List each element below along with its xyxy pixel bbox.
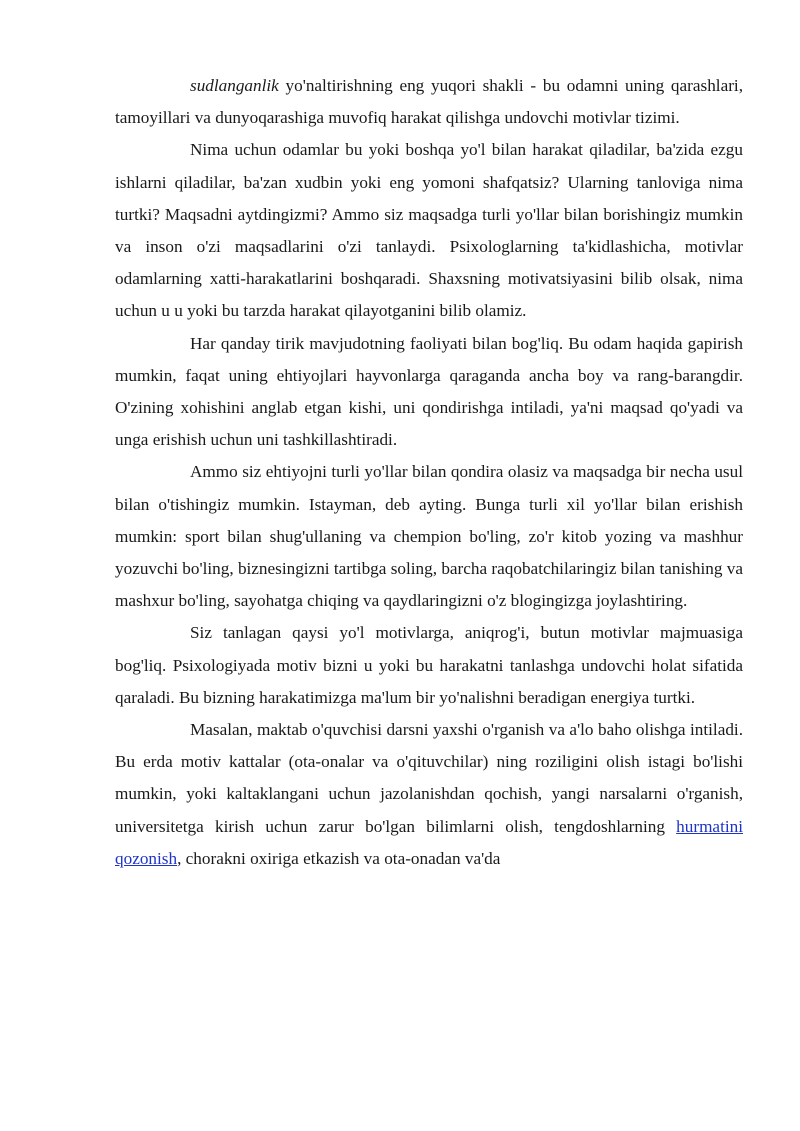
paragraph-4: Ammo siz ehtiyojni turli yo'llar bilan qondira olasiz va maqsadga bir necha usul bilan o'tishingiz mumkin. Istayman, deb ayting. Bunga turli xil yo'llar bilan erishish mumkin: sport bilan shug'ullaning va chempion bo'ling, zo'r kitob yozing va mashhur yozuvchi bo'ling, biznesingizni tartibga soling, barcha raqobatchilaringiz bilan tanishing va mashxur bo'ling, sayohatga chiqing va qaydlaringizni o'z blogingizga joylashtiring. [115,462,743,611]
paragraph-1 [115,70,743,134]
paragraph-3: Har qanday tirik mavjudotning faoliyati bilan bog'liq. Bu odam haqida gapirish mumkin, faqat uning ehtiyojlari hayvonlarga qaraganda ancha boy va rang-barangdir. O'zining xohishini anglab etgan kishi, uni qondirishga intiladi, ya'ni maqsad qo'yadi va unga erishish uchun uni tashkillashtiradi. [115,333,743,450]
paragraph-5: Siz tanlagan qaysi yo'l motivlarga, aniqrog'i, butun motivlar majmuasiga bog'liq. Psixologiyada motiv bizni u yoki bu harakatni tanlashga undovchi holat sifatida qaraladi. Bu bizning harakatimizga ma'lum bir yo'nalishni beradigan energiya turtki. [115,623,743,707]
hurmatini-qozonish-link[interactable]: hurmatini qozonish [115,816,743,868]
document-page [115,70,743,875]
paragraph-2: Nima uchun odamlar bu yoki boshqa yo'l bilan harakat qiladilar, ba'zida ezgu ishlarni qiladilar, ba'zan xudbin yoki eng yomoni shafqatsiz? Ularning tanloviga nima turtki? Maqsadni aytdingizmi? Ammo siz maqsadga turli yo'llar bilan borishingiz mumkin va inson o'zi maqsadlarini o'zi tanlaydi. Psixologlarning ta'kidlashicha, motivlar odamlarning xatti-harakatlarini boshqaradi. Shaxsning motivatsiyasini bilib olsak, nima uchun u u yoki bu tarzda harakat qilayotganini bilib olamiz. [115,140,743,321]
paragraph-6-text-before: Masalan, maktab o'quvchisi darsni yaxshi o'rganish va a'lo baho olishga intiladi. Bu erda motiv kattalar (ota-onalar va o'qituvchilar) ning roziligini olish istagi bo'lishi mumkin, yoki kaltaklangani uchun jazolanishdan qochish, yangi narsalarni o'rganish, universitetga kirish uchun zarur bo'lgan bilimlarni olish, tengdoshlarning [115,720,743,836]
paragraph-6-text-after: , chorakni oxiriga etkazish va ota-onadan va'da [177,848,501,868]
paragraph-1-text: yo'naltirishning eng yuqori shakli - bu odamni uning qarashlari, tamoyillari va dunyoqarashiga muvofiq harakat qilishga undovchi motivlar tizimi. [115,76,743,128]
italic-lead-term: sudlanganlik [190,76,279,95]
paragraph-6 [115,714,743,875]
